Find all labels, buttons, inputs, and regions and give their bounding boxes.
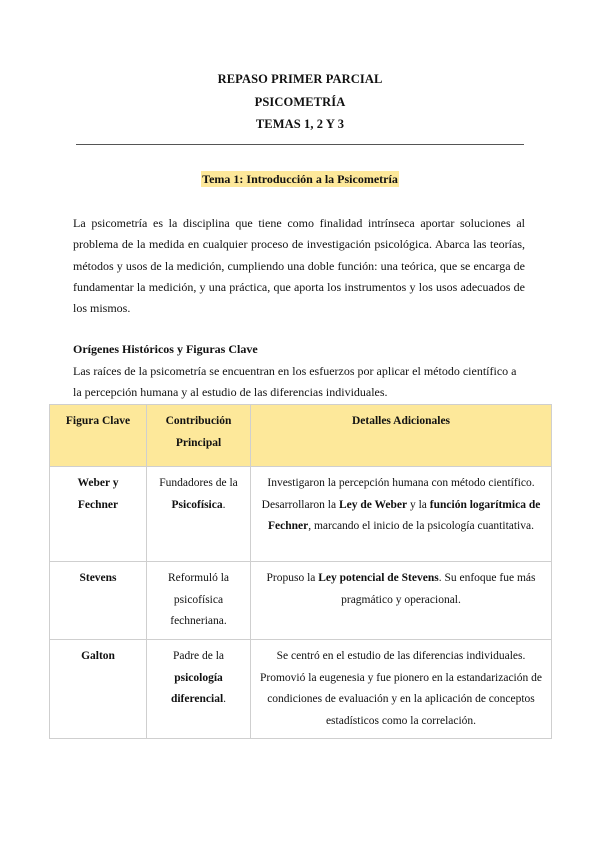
cell-figure: Weber y Fechner <box>50 467 147 562</box>
details-text: . Su enfoque fue más pragmático y operacional. <box>341 572 536 606</box>
details-text: y la <box>407 498 430 511</box>
section-heading <box>0 172 600 187</box>
key-figures-table <box>49 404 552 739</box>
details-bold: función logarítmica de Fechner <box>267 498 541 532</box>
contribution-text: . <box>222 498 226 511</box>
doc-title-line-1: REPASO PRIMER PARCIAL <box>217 72 383 86</box>
contribution-text: . <box>223 693 227 705</box>
contribution-bold: Psicofísica <box>171 498 223 511</box>
cell-figure: Galton <box>50 640 147 739</box>
header-details: Detalles Adicionales <box>251 405 552 467</box>
details-text: Propuso la <box>266 572 319 584</box>
details-text: Se centró en el estudio de las diferencias individuales. Promovió la eugenesia y fue pionero en la estandarización de condiciones de evaluación y en la aplicación de conceptos estadísticos como la correlación. <box>260 650 542 727</box>
contribution-text: Padre de la <box>172 650 225 662</box>
cell-details <box>251 640 552 739</box>
table-row <box>50 467 552 562</box>
title-divider <box>76 144 524 145</box>
cell-details <box>251 467 552 562</box>
contribution-bold: psicología diferencial <box>170 671 224 705</box>
cell-contribution <box>147 562 251 640</box>
subsection-heading: Orígenes Históricos y Figuras Clave <box>73 342 258 356</box>
table-header-row <box>50 405 552 467</box>
details-text: Investigaron la percepción humana con método científico. Desarrollaron la <box>261 477 535 511</box>
details-bold: Ley de Weber <box>338 498 408 511</box>
intro-paragraph: La psicometría es la disciplina que tiene como finalidad intrínseca aportar soluciones al problema de la medida en cualquier proceso de investigación psicológica. Abarca las teorías, métodos y usos de la medición, cumpliendo una doble función: una teórica, que se encarga de fundamentar la medición, y una práctica, que aporta los instrumentos y los usos adecuados de los mismos. <box>73 216 525 316</box>
contribution-text: Fundadores de la <box>159 477 238 489</box>
cell-details <box>251 562 552 640</box>
details-text: , marcando el inicio de la psicología cuantitativa. <box>308 520 534 532</box>
cell-contribution <box>147 467 251 562</box>
details-bold: Ley potencial de Stevens <box>318 572 439 584</box>
doc-title-line-2: PSICOMETRÍA <box>254 95 346 109</box>
header-figure: Figura Clave <box>50 405 147 467</box>
contribution-text: Reformuló la psicofísica fechneriana. <box>168 572 229 627</box>
section-heading-text: Tema 1: Introducción a la Psicometría <box>202 172 398 186</box>
cell-figure: Stevens <box>50 562 147 640</box>
doc-title-line-3: TEMAS 1, 2 Y 3 <box>255 117 345 131</box>
table-row <box>50 640 552 739</box>
subsection-text: Las raíces de la psicometría se encuentran en los esfuerzos por aplicar el método científico a la percepción humana y al estudio de las diferencias individuales. <box>73 364 517 399</box>
header-contribution: Contribución Principal <box>147 405 251 467</box>
table-row <box>50 562 552 640</box>
cell-contribution <box>147 640 251 739</box>
